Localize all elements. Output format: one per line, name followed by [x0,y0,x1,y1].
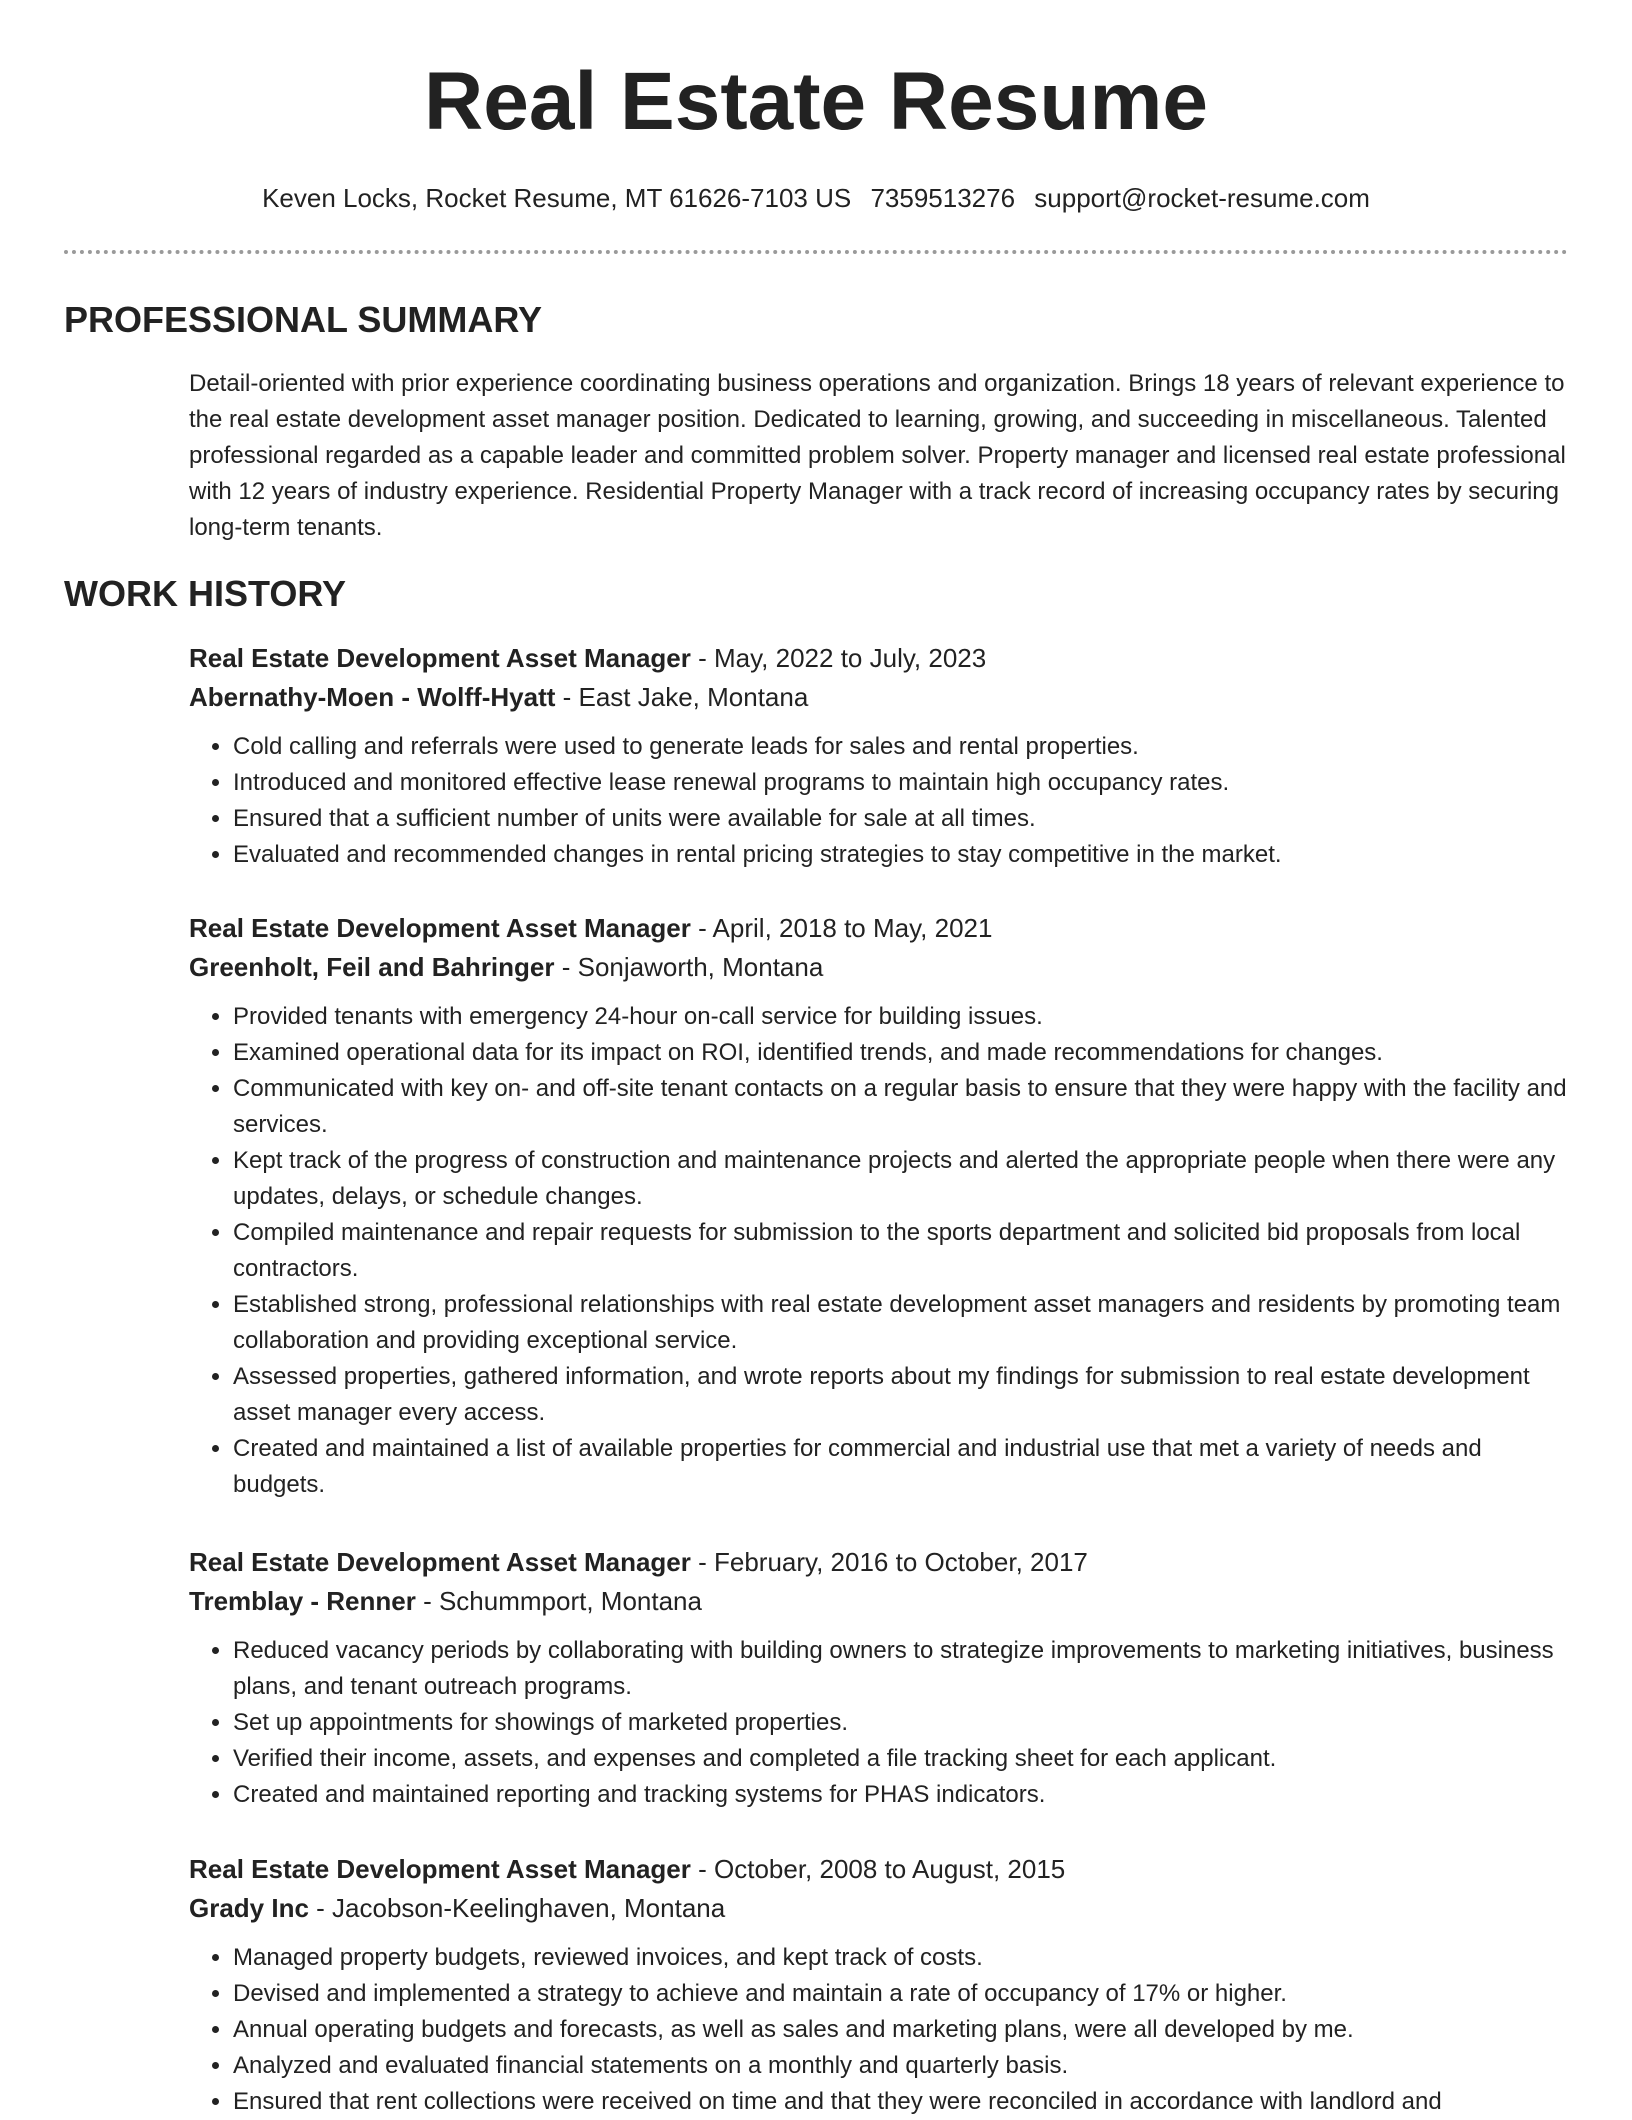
job-bullet: • Managed property budgets, reviewed invoices, and kept track of costs. [233,1940,1569,1976]
job-bullet: • Reduced vacancy periods by collaborating with building owners to strategize improvements to marketing initiatives, business plans, and tenant outreach programs. [233,1633,1569,1705]
job-bullet: • Ensured that rent collections were received on time and that they were reconciled in accordance with landlord and [233,2084,1569,2120]
job-company-line [189,948,1569,987]
job-company: Abernathy-Moen - Wolff-Hyatt [189,682,556,712]
job-company: Greenholt, Feil and Bahringer [189,952,555,982]
job-title-line [189,1543,1569,1582]
contact-email: support@rocket-resume.com [1034,183,1370,213]
job-bullet: • Provided tenants with emergency 24-hour on-call service for building issues. [233,999,1569,1035]
job-company-line [189,678,1569,717]
contact-address: Keven Locks, Rocket Resume, MT 61626-7103 US [262,183,852,213]
job-entry [189,1850,1569,2120]
job-bullet: • Verified their income, assets, and expenses and completed a file tracking sheet for each applicant. [233,1741,1569,1777]
job-bullet: • Devised and implemented a strategy to achieve and maintain a rate of occupancy of 17% or higher. [233,1976,1569,2012]
job-bullet: • Compiled maintenance and repair requests for submission to the sports department and solicited bid proposals from local contractors. [233,1215,1569,1287]
job-bullet: • Created and maintained a list of available properties for commercial and industrial use that met a variety of needs and budgets. [233,1431,1569,1503]
job-entry [189,909,1569,1503]
job-dates: - May, 2022 to July, 2023 [690,643,987,673]
job-dates: - April, 2018 to May, 2021 [690,913,993,943]
job-title: Real Estate Development Asset Manager [189,1854,691,1884]
job-bullets [189,999,1569,1503]
job-bullet: • Introduced and monitored effective lease renewal programs to maintain high occupancy rates. [233,765,1569,801]
job-bullet: • Evaluated and recommended changes in rental pricing strategies to stay competitive in the market. [233,837,1569,873]
summary-heading: PROFESSIONAL SUMMARY [64,299,543,340]
job-title-line [189,909,1569,948]
job-bullet: • Examined operational data for its impact on ROI, identified trends, and made recommendations for changes. [233,1035,1569,1071]
job-dates: - October, 2008 to August, 2015 [690,1854,1066,1884]
job-bullet: • Set up appointments for showings of marketed properties. [233,1705,1569,1741]
job-bullet: • Kept track of the progress of construction and maintenance projects and alerted the appropriate people when there were any updates, delays, or schedule changes. [233,1143,1569,1215]
job-bullet: • Communicated with key on- and off-site tenant contacts on a regular basis to ensure that they were happy with the facility and services. [233,1071,1569,1143]
job-location: - Jacobson-Keelinghaven, Montana [308,1893,726,1923]
job-bullets [189,729,1569,873]
job-bullet: • Ensured that a sufficient number of units were available for sale at all times. [233,801,1569,837]
job-bullet: • Assessed properties, gathered information, and wrote reports about my findings for submission to real estate development asset manager every access. [233,1359,1569,1431]
job-bullet: • Annual operating budgets and forecasts, as well as sales and marketing plans, were all developed by me. [233,2012,1569,2048]
job-entry [189,1543,1569,1813]
header-divider [64,250,1568,254]
job-entry [189,639,1569,873]
work-history-heading: WORK HISTORY [64,573,347,614]
job-title: Real Estate Development Asset Manager [189,913,691,943]
job-dates: - February, 2016 to October, 2017 [690,1547,1088,1577]
summary-text: Detail-oriented with prior experience coordinating business operations and organization. Brings 18 years of relevant experience to the real estate development asset manager position. Dedicated to learning, growing, and succeeding in miscellaneous. Talented professional regarded as a capable leader and committed problem solver. Property manager and licensed real estate professional with 12 years of industry experience. Residential Property Manager with a track record of increasing occupancy rates by securing long-term tenants. [189,370,1566,541]
job-company-line [189,1889,1569,1928]
job-bullet: • Established strong, professional relationships with real estate development asset managers and residents by promoting team collaboration and providing exceptional service. [233,1287,1569,1359]
job-bullets [189,1940,1569,2120]
job-location: - Schummport, Montana [415,1586,702,1616]
resume-title: Real Estate Resume [424,56,1208,147]
job-bullet: • Created and maintained reporting and tracking systems for PHAS indicators. [233,1777,1569,1813]
job-bullets [189,1633,1569,1813]
job-company: Tremblay - Renner [189,1586,416,1616]
job-bullet: • Cold calling and referrals were used to generate leads for sales and rental properties. [233,729,1569,765]
job-title: Real Estate Development Asset Manager [189,643,691,673]
job-title-line [189,1850,1569,1889]
contact-line [0,180,1632,216]
contact-phone: 7359513276 [870,183,1016,213]
job-title-line [189,639,1569,678]
job-location: - East Jake, Montana [555,682,809,712]
job-company: Grady Inc [189,1893,309,1923]
job-bullet: • Analyzed and evaluated financial statements on a monthly and quarterly basis. [233,2048,1569,2084]
job-company-line [189,1582,1569,1621]
job-location: - Sonjaworth, Montana [554,952,824,982]
job-title: Real Estate Development Asset Manager [189,1547,691,1577]
